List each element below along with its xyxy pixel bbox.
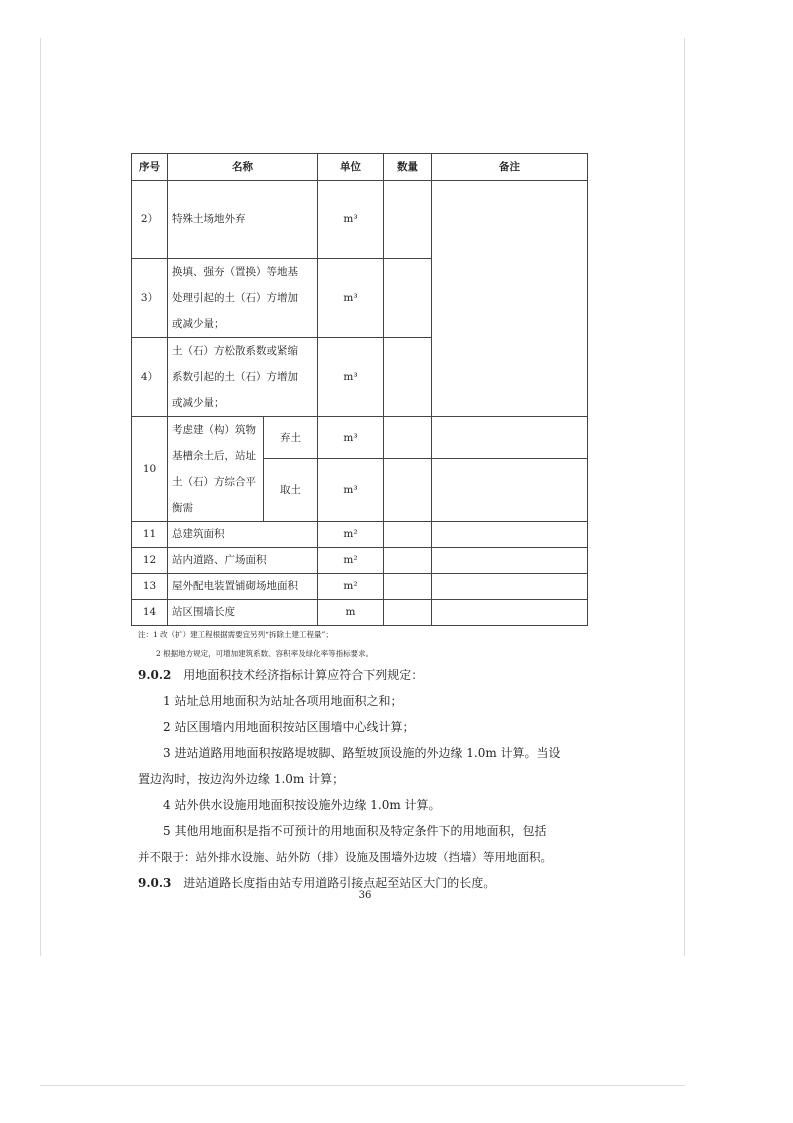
row-no: 3）: [132, 259, 168, 338]
row-subname: 弃土: [264, 417, 318, 459]
row-remark: [432, 459, 588, 522]
row-unit: m³: [318, 338, 384, 417]
header-unit: 单位: [318, 154, 384, 181]
row-qty: [384, 338, 432, 417]
row-name-line: 基槽余土后，站址: [172, 450, 256, 462]
row-remark: [432, 417, 588, 459]
row-remark: [432, 600, 588, 626]
clause-number: 9.0.2: [138, 668, 172, 682]
row-qty: [384, 459, 432, 522]
row-name: 特殊土场地外弃: [168, 181, 318, 259]
row-qty: [384, 548, 432, 574]
row-unit: m³: [318, 417, 384, 459]
row-name: 总建筑面积: [168, 522, 318, 548]
page-left-border: [40, 38, 41, 956]
row-name-line: 换填、强夯（置换）等地基: [172, 266, 298, 278]
table-row: [132, 181, 588, 259]
row-remark: [432, 574, 588, 600]
row-unit: m³: [318, 259, 384, 338]
row-qty: [384, 181, 432, 259]
row-no: 10: [132, 417, 168, 522]
row-name: [168, 417, 264, 522]
table-row: [132, 574, 588, 600]
clause-item-continued: 并不限于：站外排水设施、站外防（排）设施及围墙外边坡（挡墙）等用地面积。: [138, 850, 552, 864]
clause-text: 进站道路长度指由站专用道路引接点起至站区大门的长度。: [183, 876, 496, 890]
row-unit: m³: [318, 181, 384, 259]
row-qty: [384, 259, 432, 338]
row-qty: [384, 600, 432, 626]
row-qty: [384, 574, 432, 600]
clause-item-continued: 置边沟时，按边沟外边缘 1.0m 计算；: [138, 772, 345, 786]
row-name: 站区围墙长度: [168, 600, 318, 626]
clause-item: 5 其他用地面积是指不可预计的用地面积及特定条件下的用地面积，包括: [163, 824, 547, 838]
row-no: 11: [132, 522, 168, 548]
row-remark: [432, 522, 588, 548]
header-no: 序号: [132, 154, 168, 181]
row-name-line: 土（石）方松散系数或紧缩: [172, 345, 298, 357]
note-2: 2 根据地方规定，可增加建筑系数、容积率及绿化率等指标要求。: [156, 649, 374, 658]
row-no: 14: [132, 600, 168, 626]
row-no: 4）: [132, 338, 168, 417]
row-name-line: 系数引起的土（石）方增加: [172, 371, 298, 383]
row-name-line: 或减少量；: [172, 318, 225, 330]
row-name-line: 或减少量；: [172, 397, 225, 409]
table-notes: [138, 625, 598, 663]
body-text: [138, 662, 590, 896]
clause-item: 1 站址总用地面积为站址各项用地面积之和；: [163, 694, 403, 708]
row-unit: m³: [318, 459, 384, 522]
note-1: 注：1 改（扩）建工程根据需要宜另列“拆除土建工程量”；: [138, 630, 333, 639]
header-qty: 数量: [384, 154, 432, 181]
row-remark: [432, 548, 588, 574]
table-row: [132, 417, 588, 459]
row-no: 12: [132, 548, 168, 574]
clause-item: 2 站区围墙内用地面积按站区围墙中心线计算；: [163, 720, 415, 734]
table-row: [132, 548, 588, 574]
table-row: [132, 522, 588, 548]
clause-9-0-2: [138, 662, 590, 688]
row-name-line: 衡需: [172, 502, 193, 514]
row-qty: [384, 417, 432, 459]
clause-item: 3 进站道路用地面积按路堤坡脚、路堑坡顶设施的外边缘 1.0m 计算。当设: [163, 746, 561, 760]
row-qty: [384, 522, 432, 548]
quantity-table: [131, 153, 588, 626]
row-name-line: 处理引起的土（石）方增加: [172, 292, 298, 304]
row-unit: m²: [318, 574, 384, 600]
clause-number: 9.0.3: [138, 876, 172, 890]
table-row: [132, 600, 588, 626]
table-header-row: [132, 154, 588, 181]
page-bottom-border: [40, 1085, 685, 1086]
row-unit: m: [318, 600, 384, 626]
row-name: 屋外配电装置铺砌场地面积: [168, 574, 318, 600]
row-name: [168, 338, 318, 417]
row-remark: [432, 181, 588, 417]
row-name: 站内道路、广场面积: [168, 548, 318, 574]
header-name: 名称: [168, 154, 318, 181]
header-remark: 备注: [432, 154, 588, 181]
row-name-line: 考虑建（构）筑物: [172, 424, 256, 436]
row-no: 2）: [132, 181, 168, 259]
row-unit: m²: [318, 522, 384, 548]
row-no: 13: [132, 574, 168, 600]
page-number: 36: [358, 890, 372, 901]
clause-text: 用地面积技术经济指标计算应符合下列规定：: [183, 668, 424, 682]
row-unit: m²: [318, 548, 384, 574]
page-right-border: [684, 38, 685, 956]
clause-item: 4 站外供水设施用地面积按设施外边缘 1.0m 计算。: [163, 798, 441, 812]
row-subname: 取土: [264, 459, 318, 522]
row-name-line: 土（石）方综合平: [172, 476, 256, 488]
row-name: [168, 259, 318, 338]
